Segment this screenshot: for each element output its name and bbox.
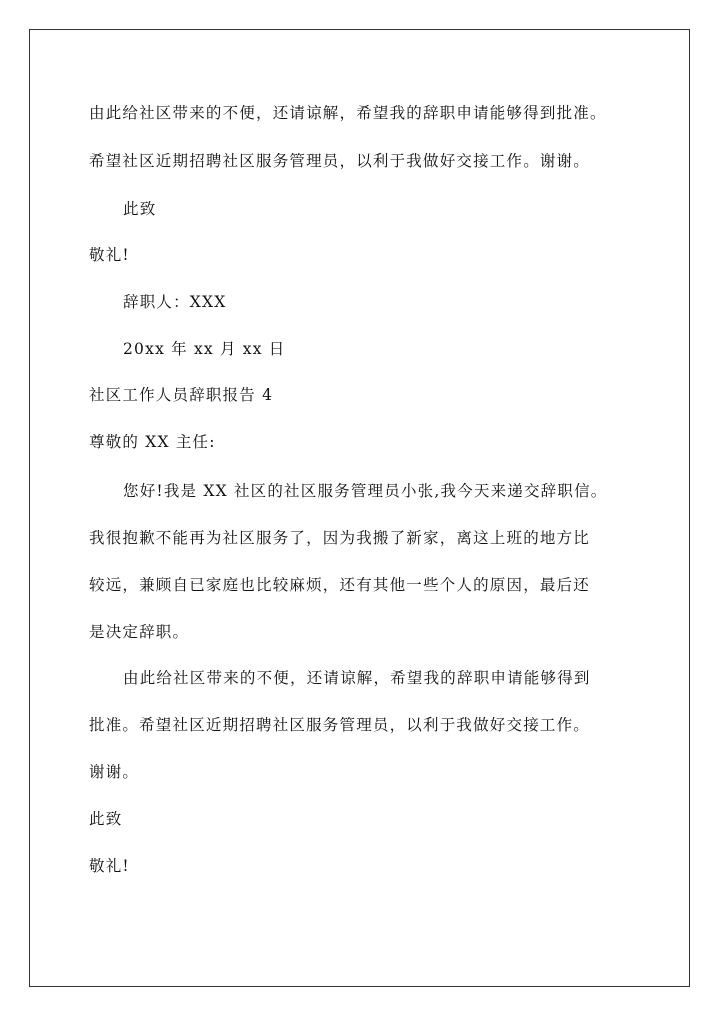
closing-regards: 敬礼!	[89, 246, 130, 264]
paragraph-line: 由此给社区带来的不便，还请谅解，希望我的辞职申请能够得到批准。	[89, 104, 607, 122]
closing-salutation: 此致	[89, 810, 123, 828]
section-title: 社区工作人员辞职报告 4	[89, 386, 274, 404]
paragraph-line: 由此给社区带来的不便，还请谅解，希望我的辞职申请能够得到	[123, 669, 591, 687]
date-line: 20xx 年 xx 月 xx 日	[123, 340, 286, 358]
closing-regards: 敬礼!	[89, 857, 130, 875]
paragraph-line: 是决定辞职。	[89, 623, 190, 641]
paragraph-line: 我很抱歉不能再为社区服务了，因为我搬了新家，离这上班的地方比	[89, 529, 591, 547]
paragraph-line: 较远，兼顾自已家庭也比较麻烦，还有其他一些个人的原因，最后还	[89, 576, 591, 594]
letter-greeting: 尊敬的 XX 主任:	[89, 433, 216, 451]
paragraph-line: 您好!我是 XX 社区的社区服务管理员小张,我今天来递交辞职信。	[123, 482, 608, 500]
paragraph-line: 希望社区近期招聘社区服务管理员，以利于我做好交接工作。谢谢。	[89, 152, 591, 170]
closing-salutation: 此致	[123, 200, 157, 218]
paragraph-line: 谢谢。	[89, 763, 140, 781]
paragraph-line: 批准。希望社区近期招聘社区服务管理员，以利于我做好交接工作。	[89, 716, 591, 734]
signatory-line: 辞职人：XXX	[123, 293, 227, 311]
page-border	[29, 29, 690, 987]
